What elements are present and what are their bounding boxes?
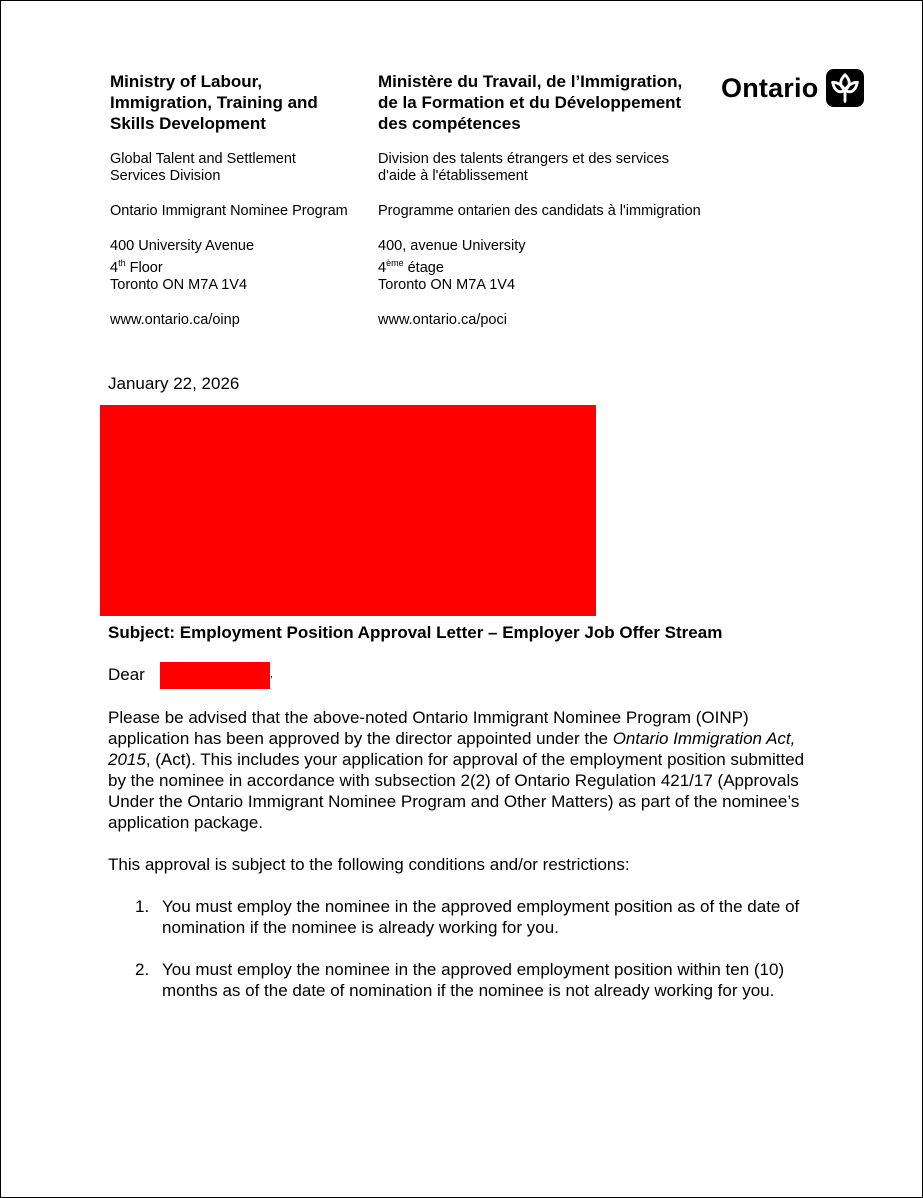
floor-word: étage xyxy=(403,259,444,276)
condition-text: You must employ the nominee in the approved employment position within ten (10) months as of the date of nomination if the nominee is not already working for you. xyxy=(162,960,785,1000)
address-en-street: 400 University Avenue xyxy=(110,238,255,254)
division-fr-line1: Division des talents étrangers et des services xyxy=(378,151,669,167)
program-name-fr: Programme ontarien des candidats à l'immigration xyxy=(378,203,701,219)
division-name-en xyxy=(110,151,365,185)
body-paragraph-1 xyxy=(108,707,818,833)
address-fr xyxy=(378,238,718,294)
website-link-en[interactable]: www.ontario.ca/oinp xyxy=(110,311,240,328)
website-link-fr[interactable]: www.ontario.ca/poci xyxy=(378,311,507,328)
ministry-name-fr-line1: Ministère du Travail, de l’Immigration, xyxy=(378,72,683,91)
header-english-column xyxy=(110,71,365,329)
redacted-recipient-address xyxy=(100,405,596,616)
trillium-icon xyxy=(826,69,864,107)
condition-item xyxy=(108,896,818,938)
ministry-name-en-line2: Immigration, Training and xyxy=(110,93,318,112)
ontario-logo xyxy=(721,69,864,107)
body-paragraph-2: This approval is subject to the following conditions and/or restrictions: xyxy=(108,855,630,874)
redacted-recipient-name xyxy=(160,662,270,689)
address-en xyxy=(110,238,365,294)
address-fr-floor xyxy=(378,255,718,277)
floor-number: 4 xyxy=(378,259,387,276)
address-en-floor xyxy=(110,255,365,277)
division-en-line2: Services Division xyxy=(110,168,221,184)
floor-suffix: th xyxy=(118,258,126,268)
ministry-name-en-line1: Ministry of Labour, xyxy=(110,72,263,91)
conditions-list xyxy=(108,896,818,1001)
salutation-comma: , xyxy=(270,669,273,680)
header-french-column xyxy=(378,71,718,329)
division-en-line1: Global Talent and Settlement xyxy=(110,151,296,167)
division-name-fr xyxy=(378,151,718,185)
ministry-name-en-line3: Skills Development xyxy=(110,114,266,133)
paragraph-1-text-a: Please be advised that the above-noted Ontario Immigrant Nominee Program (OINP) application has been approved by the director appointed under the xyxy=(108,708,749,748)
ministry-name-fr xyxy=(378,71,718,134)
ministry-name-fr-line2: de la Formation et du Développement xyxy=(378,93,682,112)
floor-word: Floor xyxy=(125,259,163,276)
condition-number: 1. xyxy=(135,897,150,916)
letter-body xyxy=(108,707,818,1001)
condition-text: You must employ the nominee in the approved employment position as of the date of nomination if the nominee is already working for you. xyxy=(162,897,800,937)
floor-number: 4 xyxy=(110,259,119,276)
condition-number: 2. xyxy=(135,960,150,979)
letter-date: January 22, 2026 xyxy=(108,374,240,393)
letter-subject: Subject: Employment Position Approval Letter – Employer Job Offer Stream xyxy=(108,623,723,642)
address-fr-street: 400, avenue University xyxy=(378,238,526,254)
ministry-name-fr-line3: des compétences xyxy=(378,114,521,133)
ministry-name-en xyxy=(110,71,365,134)
act-title: Ontario Immigration Act, 2015 xyxy=(108,729,796,769)
address-fr-city: Toronto ON M7A 1V4 xyxy=(378,276,516,293)
address-en-city: Toronto ON M7A 1V4 xyxy=(110,276,248,293)
division-fr-line2: d'aide à l'établissement xyxy=(378,168,528,184)
paragraph-1-text-b: , (Act). This includes your application for approval of the employment position submitted by the nominee in accordance with subsection 2(2) of Ontario Regulation 421/17 (Approvals Under the Ontario Immigrant Nominee Program and Other Matters) as part of the nominee’s application package. xyxy=(108,750,805,832)
condition-item xyxy=(108,959,818,1001)
salutation: Dear xyxy=(108,665,145,684)
floor-suffix: ème xyxy=(386,258,404,268)
logo-wordmark: Ontario xyxy=(721,72,819,103)
program-name-en: Ontario Immigrant Nominee Program xyxy=(110,203,348,219)
